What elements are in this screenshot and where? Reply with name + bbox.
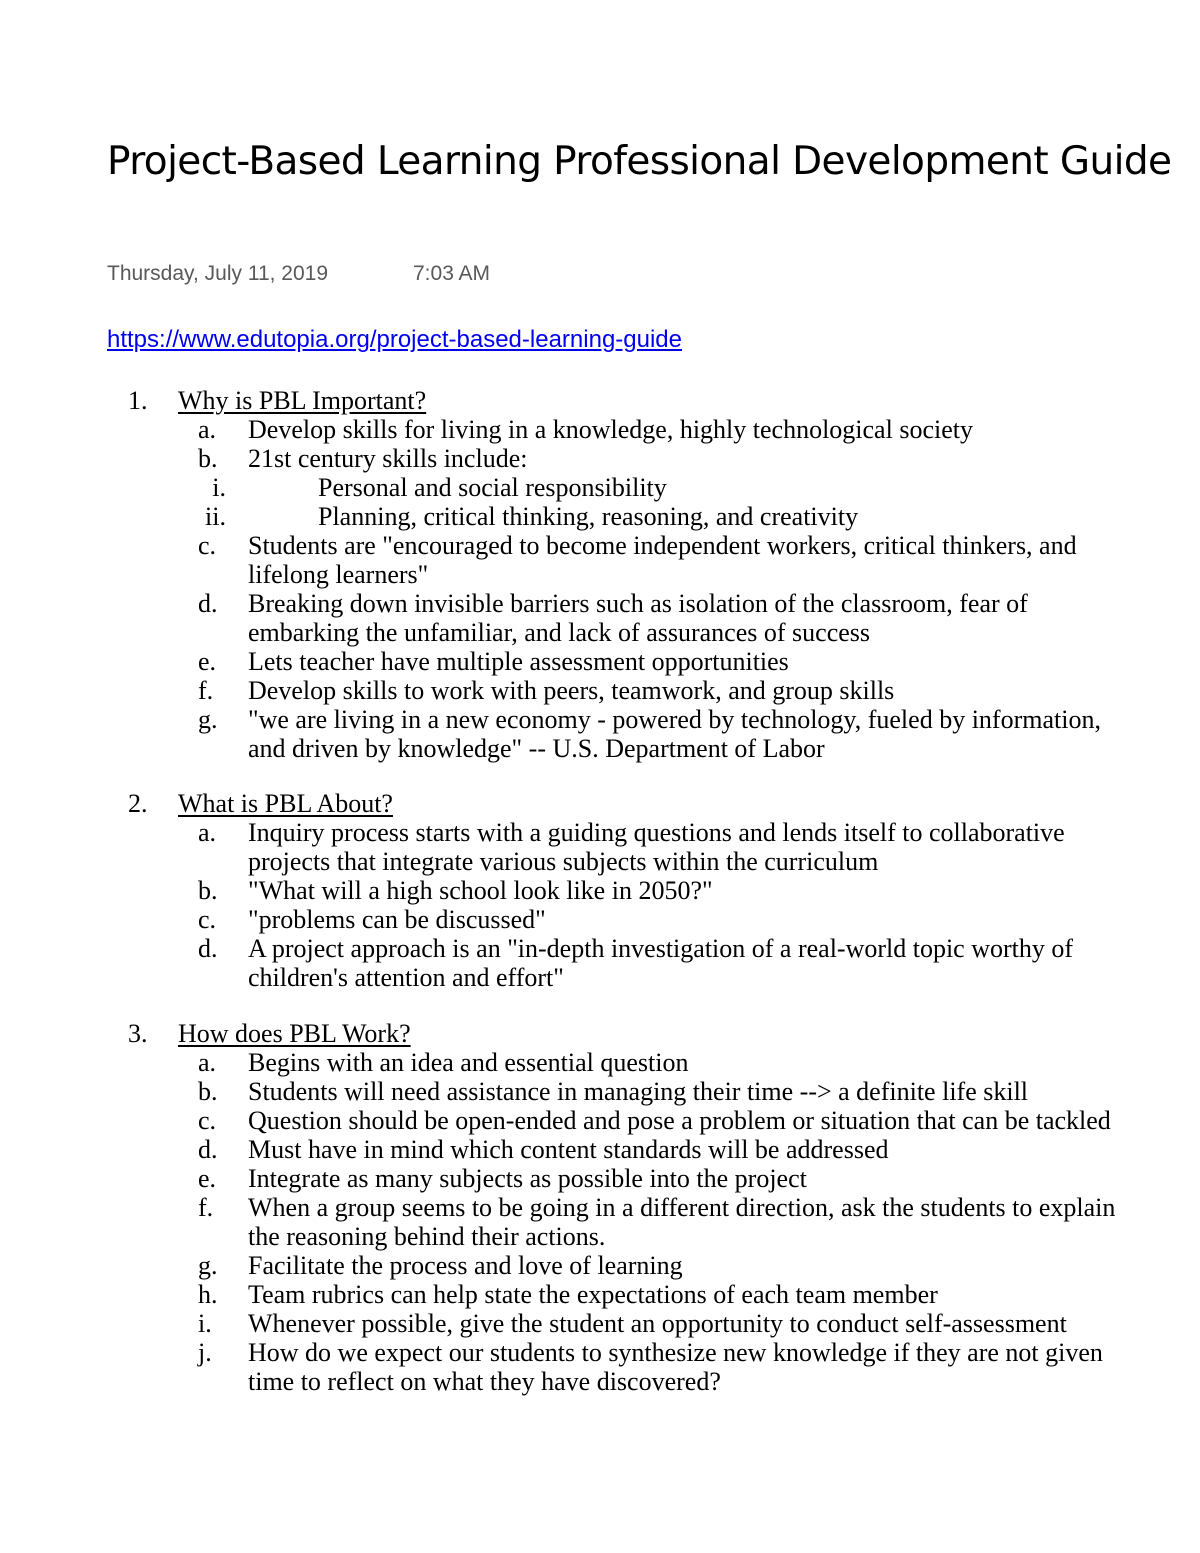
section-how-does-pbl-work — [0, 1019, 1200, 1396]
list-item — [0, 1280, 1128, 1309]
list-marker: b. — [198, 444, 218, 473]
list-item-text: Inquiry process starts with a guiding questions and lends itself to collaborative projects that integrate various subjects within the curriculum — [248, 818, 1065, 876]
list-marker: d. — [198, 589, 218, 618]
date-text: Thursday, July 11, 2019 — [107, 262, 329, 285]
list-item — [0, 905, 1128, 934]
section-title: Why is PBL Important? — [178, 386, 427, 415]
list-item — [0, 1193, 1128, 1251]
sub-list-item — [0, 473, 1138, 502]
list-item — [0, 876, 1128, 905]
list-marker: d. — [198, 934, 218, 963]
list-marker: g. — [198, 1251, 218, 1280]
list-item-text: Facilitate the process and love of learning — [248, 1251, 683, 1280]
list-item-text: Lets teacher have multiple assessment opportunities — [248, 647, 789, 676]
list-item-text: "What will a high school look like in 2050?" — [248, 876, 713, 905]
list-marker: a. — [198, 1048, 217, 1077]
section-what-is-pbl-about — [0, 789, 1200, 992]
section-number: 1. — [128, 386, 148, 415]
list-item-text: Question should be open-ended and pose a problem or situation that can be tackled — [248, 1106, 1111, 1135]
list-item-text: How do we expect our students to synthesize new knowledge if they are not given time to reflect on what they have discovered? — [248, 1338, 1103, 1396]
list-item — [0, 415, 1128, 444]
list-item-text: Integrate as many subjects as possible into the project — [248, 1164, 807, 1193]
list-item-text: Students are "encouraged to become independent workers, critical thinkers, and lifelong learners" — [248, 531, 1077, 589]
dateline — [107, 262, 491, 286]
list-marker: ii. — [205, 502, 226, 531]
list-item — [0, 1048, 1128, 1077]
page-title: Project-Based Learning Professional Development Guide — [107, 139, 1172, 184]
section-title: What is PBL About? — [178, 789, 393, 818]
list-marker: i. — [198, 1309, 212, 1338]
list-item-text: Must have in mind which content standards will be addressed — [248, 1135, 889, 1164]
list-item-text: 21st century skills include: — [248, 444, 528, 473]
list-marker: c. — [198, 905, 217, 934]
list-marker: c. — [198, 531, 217, 560]
list-item — [0, 705, 1128, 763]
list-item-text: Whenever possible, give the student an opportunity to conduct self-assessment — [248, 1309, 1067, 1338]
list-item-text: Personal and social responsibility — [318, 473, 667, 502]
list-item — [0, 1309, 1128, 1338]
list-marker: b. — [198, 876, 218, 905]
list-item-text: When a group seems to be going in a different direction, ask the students to explain the reasoning behind their actions. — [248, 1193, 1116, 1251]
list-item — [0, 818, 1128, 876]
list-marker: h. — [198, 1280, 218, 1309]
sub-list-item — [0, 502, 1138, 531]
list-item — [0, 647, 1128, 676]
list-item-text: Team rubrics can help state the expectations of each team member — [248, 1280, 938, 1309]
list-item-text: A project approach is an "in-depth investigation of a real-world topic worthy of children's attention and effort" — [248, 934, 1074, 992]
list-item — [0, 1164, 1128, 1193]
time-text: 7:03 AM — [413, 262, 491, 285]
section-number: 3. — [128, 1019, 148, 1048]
list-item-text: Begins with an idea and essential question — [248, 1048, 689, 1077]
list-item — [0, 589, 1128, 647]
list-item — [0, 444, 1128, 473]
section-heading — [0, 386, 1200, 415]
source-link[interactable]: https://www.edutopia.org/project-based-learning-guide — [107, 326, 683, 353]
list-marker: f. — [198, 676, 214, 705]
section-heading — [0, 789, 1200, 818]
list-item-text: Breaking down invisible barriers such as isolation of the classroom, fear of embarking the unfamiliar, and lack of assurances of success — [248, 589, 1028, 647]
list-marker: i. — [212, 473, 226, 502]
list-item-text: "we are living in a new economy - powered by technology, fueled by information, and driven by knowledge" -- U.S. Department of Labor — [248, 705, 1101, 763]
list-item-text: Students will need assistance in managing their time --> a definite life skill — [248, 1077, 1029, 1106]
section-number: 2. — [128, 789, 148, 818]
section-why-pbl-important — [0, 386, 1200, 763]
list-marker: b. — [198, 1077, 218, 1106]
list-item — [0, 1077, 1128, 1106]
list-marker: e. — [198, 1164, 217, 1193]
list-item — [0, 676, 1128, 705]
section-title: How does PBL Work? — [178, 1019, 411, 1048]
list-marker: c. — [198, 1106, 217, 1135]
list-marker: a. — [198, 415, 217, 444]
list-item — [0, 1135, 1128, 1164]
list-item — [0, 1338, 1128, 1396]
list-item — [0, 934, 1128, 992]
list-item — [0, 531, 1128, 589]
list-marker: g. — [198, 705, 218, 734]
list-item-text: Develop skills to work with peers, teamwork, and group skills — [248, 676, 895, 705]
list-marker: f. — [198, 1193, 214, 1222]
section-heading — [0, 1019, 1200, 1048]
list-marker: a. — [198, 818, 217, 847]
list-item-text: "problems can be discussed" — [248, 905, 546, 934]
list-item — [0, 1251, 1128, 1280]
list-item-text: Develop skills for living in a knowledge, highly technological society — [248, 415, 973, 444]
list-marker: j. — [198, 1338, 212, 1367]
list-marker: d. — [198, 1135, 218, 1164]
list-item-text: Planning, critical thinking, reasoning, and creativity — [318, 502, 859, 531]
list-item — [0, 1106, 1128, 1135]
list-marker: e. — [198, 647, 217, 676]
